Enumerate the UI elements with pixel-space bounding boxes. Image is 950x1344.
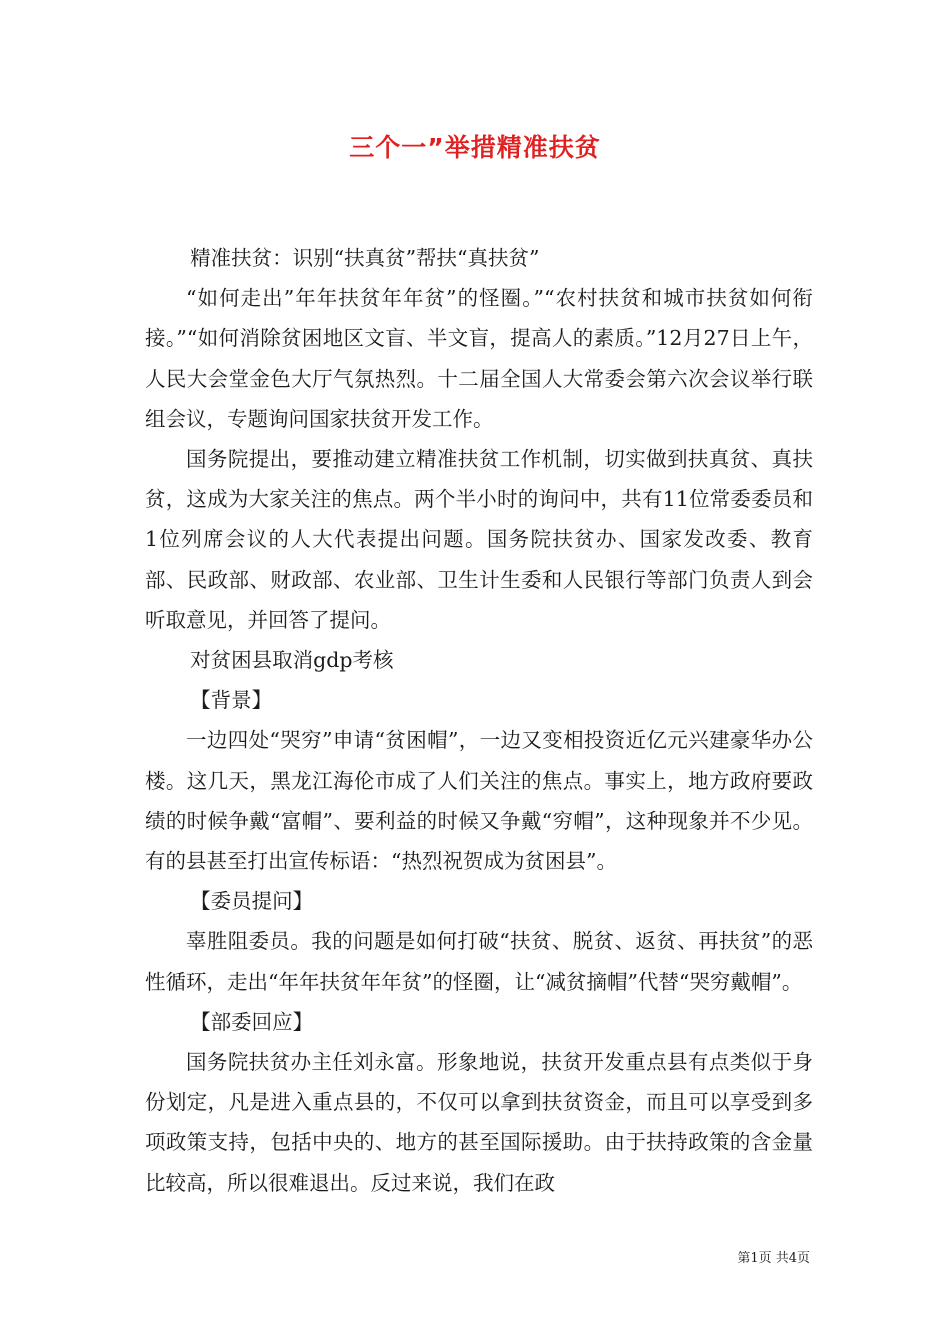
section-subhead: 精准扶贫：识别“扶真贫”帮扶“真扶贫” — [190, 246, 540, 270]
section-label: 【委员提问】 — [190, 889, 314, 914]
page-number-footer: 第1页 共4页 — [737, 1251, 810, 1266]
body-paragraph: 国务院提出，要推动建立精准扶贫工作机制，切实做到扶真贫、真扶贫，这成为大家关注的焦点。两个半小时的询问中，共有11位常委委员和1位列席会议的人大代表提出问题。国务院扶贫办、国家发改委、教育部、民政部、财政部、农业部、卫生计生委和人民银行等部门负责人到会听取意见，并回答了提问。 — [145, 447, 813, 632]
document-body — [145, 238, 813, 1203]
body-paragraph: 一边四处“哭穷”申请“贫困帽”，一边又变相投资近亿元兴建豪华办公楼。这几天，黑龙江海伦市成了人们关注的焦点。事实上，地方政府要政绩的时候争戴“富帽”、要利益的时候又争戴“穷帽”，这种现象并不少见。有的县甚至打出宣传标语：“热烈祝贺成为贫困县”。 — [145, 728, 813, 874]
section-label: 【背景】 — [190, 688, 273, 713]
body-paragraph: 国务院扶贫办主任刘永富。形象地说，扶贫开发重点县有点类似于身份划定，凡是进入重点县的，不仅可以拿到扶贫资金，而且可以享受到多项政策支持，包括中央的、地方的甚至国际援助。由于扶持政策的含金量比较高，所以很难退出。反过来说，我们在政 — [145, 1050, 813, 1195]
body-paragraph: 辜胜阻委员。我的问题是如何打破“扶贫、脱贫、返贫、再扶贫”的恶性循环，走出“年年扶贫年年贫”的怪圈，让“减贫摘帽”代替“哭穷戴帽”。 — [145, 929, 813, 994]
document-title: 三个一”举措精准扶贫 — [349, 133, 601, 162]
body-paragraph: “如何走出”年年扶贫年年贫”的怪圈。”“农村扶贫和城市扶贫如何衔接。”“如何消除贫困地区文盲、半文盲，提高人的素质。”12月27日上午，人民大会堂金色大厅气氛热烈。十二届全国人大常委会第六次会议举行联组会议，专题询问国家扶贫开发工作。 — [145, 286, 813, 431]
section-label: 【部委回应】 — [190, 1009, 314, 1034]
section-subhead: 对贫困县取消gdp考核 — [190, 648, 394, 673]
